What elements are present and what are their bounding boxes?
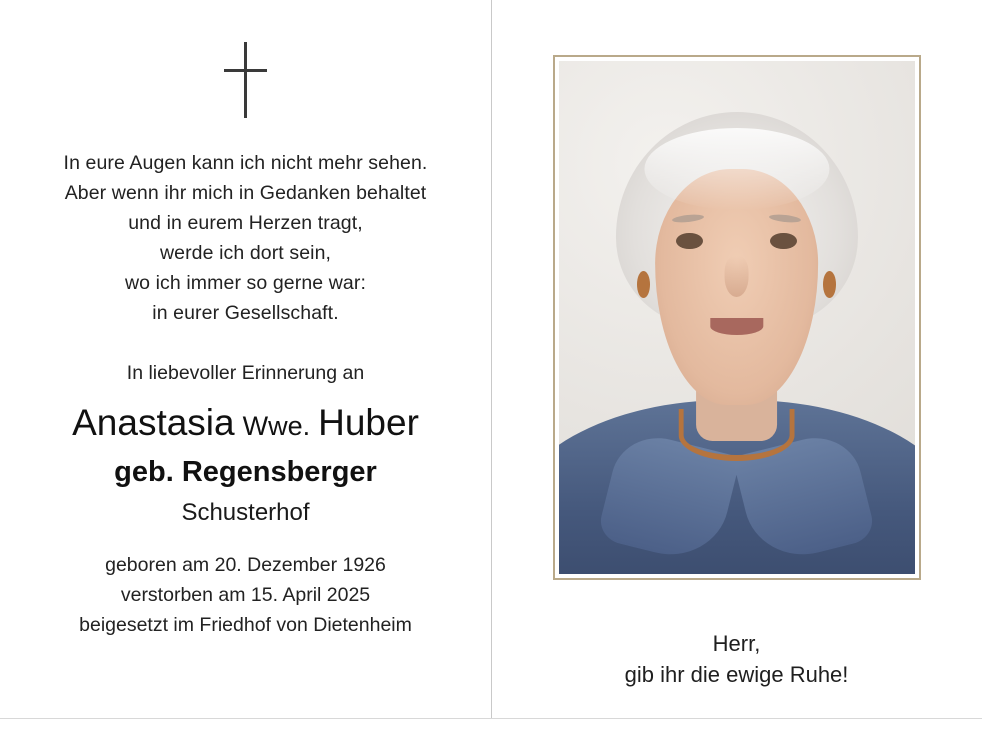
left-page bbox=[0, 0, 491, 719]
bottom-edge bbox=[0, 718, 982, 737]
name-first: Anastasia bbox=[72, 402, 235, 443]
name-last: Huber bbox=[318, 402, 419, 443]
maiden-name: geb. Regensberger bbox=[114, 456, 377, 488]
eye-left bbox=[676, 233, 703, 249]
verse-line: in eurer Gesellschaft. bbox=[152, 302, 339, 324]
right-page bbox=[491, 0, 982, 719]
blessing-text bbox=[625, 628, 849, 690]
birth-date: geboren am 20. Dezember 1926 bbox=[105, 554, 386, 576]
farm-name: Schusterhof bbox=[181, 499, 310, 526]
cross-icon bbox=[223, 42, 269, 118]
verse-line: und in eurem Herzen tragt, bbox=[128, 212, 363, 234]
necklace-shape bbox=[678, 409, 795, 461]
cross-horizontal-bar bbox=[224, 69, 267, 72]
portrait-frame bbox=[553, 55, 921, 580]
center-fold-line bbox=[491, 0, 492, 719]
verse-line: werde ich dort sein, bbox=[159, 242, 332, 264]
memorial-verse bbox=[64, 148, 428, 328]
blessing-line: Herr, bbox=[712, 631, 761, 656]
life-dates bbox=[79, 550, 412, 640]
nose-shape bbox=[724, 256, 749, 297]
hair-highlight bbox=[644, 128, 829, 210]
verse-line: In eure Augen kann ich nicht mehr sehen. bbox=[63, 152, 428, 174]
in-memory-line: In liebevoller Erinnerung an bbox=[126, 362, 365, 384]
burial-info: beigesetzt im Friedhof von Dietenheim bbox=[79, 614, 412, 636]
death-date: verstorben am 15. April 2025 bbox=[120, 584, 371, 606]
cross-vertical-bar bbox=[244, 42, 247, 118]
verse-line: Aber wenn ihr mich in Gedanken behaltet bbox=[64, 182, 427, 204]
name-title: Wwe. bbox=[242, 411, 311, 441]
deceased-name bbox=[72, 401, 419, 448]
portrait-photo bbox=[559, 61, 915, 574]
blessing-line: gib ihr die ewige Ruhe! bbox=[624, 662, 849, 687]
earring-left bbox=[637, 271, 650, 298]
verse-line: wo ich immer so gerne war: bbox=[124, 272, 366, 294]
